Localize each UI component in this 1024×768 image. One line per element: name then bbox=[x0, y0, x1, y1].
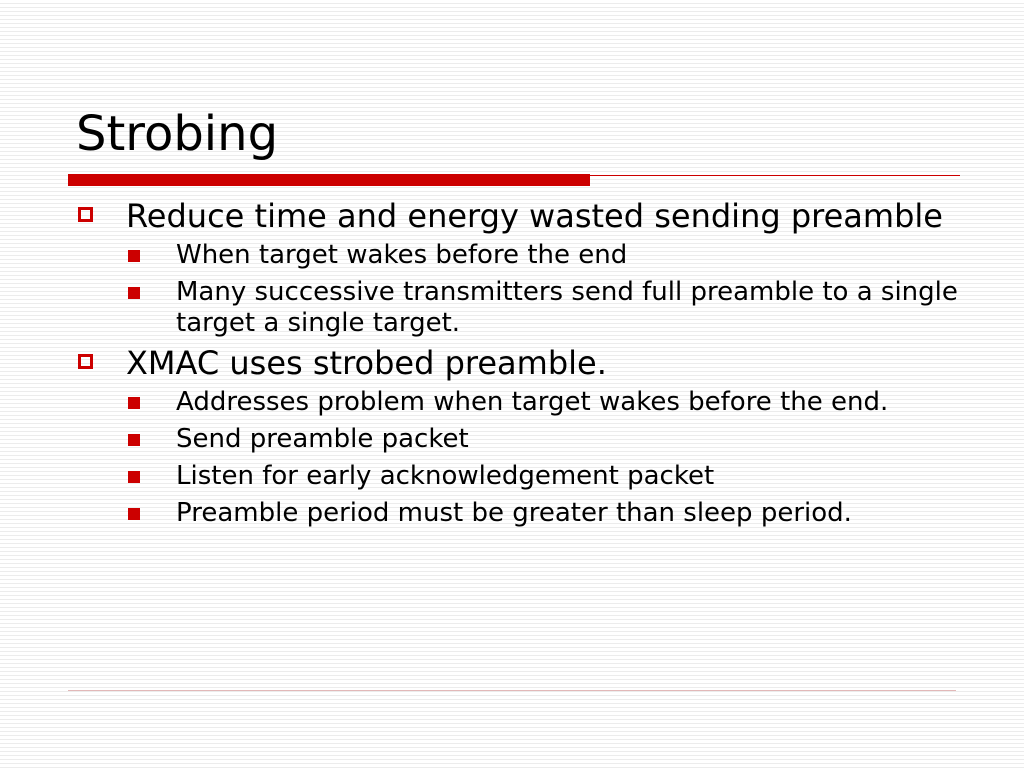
hollow-square-bullet-icon bbox=[78, 354, 93, 369]
sub-bullet-text: Preamble period must be greater than sleep period. bbox=[176, 498, 852, 528]
bullet-item bbox=[0, 345, 1024, 381]
sub-bullet-item bbox=[0, 424, 1024, 455]
sub-bullet-text: When target wakes before the end bbox=[176, 240, 628, 270]
filled-square-bullet-icon bbox=[128, 397, 140, 409]
sub-bullet-item bbox=[0, 498, 1024, 529]
bullet-text: Reduce time and energy wasted sending preamble bbox=[126, 197, 943, 235]
filled-square-bullet-icon bbox=[128, 471, 140, 483]
title-underline-thick bbox=[68, 174, 590, 186]
filled-square-bullet-icon bbox=[128, 287, 140, 299]
sub-bullet-list bbox=[0, 240, 1024, 339]
filled-square-bullet-icon bbox=[128, 434, 140, 446]
sub-bullet-item bbox=[0, 240, 1024, 271]
filled-square-bullet-icon bbox=[128, 250, 140, 262]
title-underline-thin bbox=[590, 175, 960, 176]
sub-bullet-item bbox=[0, 277, 1024, 339]
sub-bullet-text: Listen for early acknowledgement packet bbox=[176, 461, 715, 491]
filled-square-bullet-icon bbox=[128, 508, 140, 520]
sub-bullet-text: Addresses problem when target wakes before the end. bbox=[176, 387, 889, 417]
sub-bullet-list bbox=[0, 387, 1024, 529]
sub-bullet-text: Many successive transmitters send full preamble to a single target a single target. bbox=[176, 277, 958, 338]
hollow-square-bullet-icon bbox=[78, 207, 93, 222]
sub-bullet-text: Send preamble packet bbox=[176, 424, 469, 454]
slide-title: Strobing bbox=[76, 106, 279, 162]
bullet-item bbox=[0, 198, 1024, 234]
slide-body bbox=[0, 198, 1024, 535]
sub-bullet-item bbox=[0, 461, 1024, 492]
sub-bullet-item bbox=[0, 387, 1024, 418]
footer-divider bbox=[68, 690, 956, 691]
bullet-text: XMAC uses strobed preamble. bbox=[126, 344, 607, 382]
